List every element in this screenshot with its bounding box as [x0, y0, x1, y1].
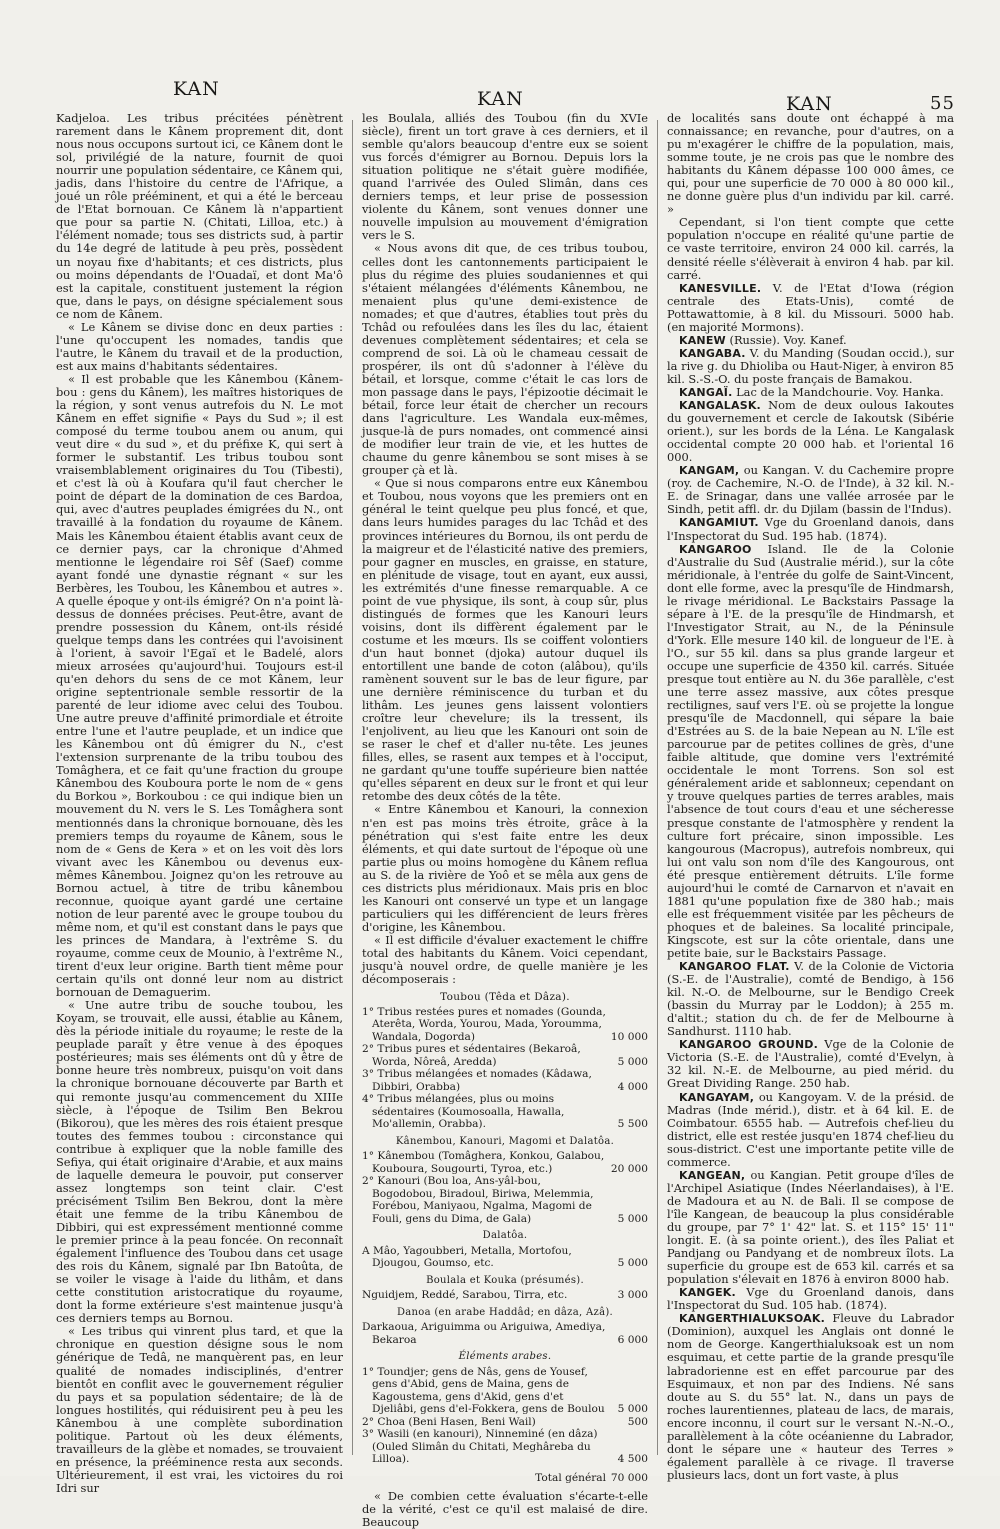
- table-row: [362, 1068, 648, 1093]
- header-left-word: KAN: [173, 78, 220, 100]
- entry-headword: KANGAROO FLAT.: [679, 960, 790, 974]
- paragraph: les Boulala, alliés des Toubou (fin du XVIe siècle), firent un tort grave à ces derniers, et il semble qu'alors beaucoup d'entre eux se soient vus forcés d'émigrer au Bornou. Depuis lors la situation politique ne s'était guère modifiée, quand l'arrivée des Ouled Slimân, dans ces derniers temps, et leur prise de possession violente du Kânem, sont venues donner une nouvelle impulsion au mouvement d'émigration vers le S.: [362, 111, 648, 243]
- row-label: Nguidjem, Reddé, Sarabou, Tirra, etc.: [362, 1289, 568, 1302]
- row-value: 5 500: [617, 1118, 648, 1131]
- entry-text: ou Kangoyam. V. de la présid. de Madras (Inde mérid.), distr. et à 64 kil. E. de Coimbatour. 6555 hab. — Autrefois chef-lieu du district, elle est restée jusqu'en 1874 chef-lieu du sous-district. C'est une importante petite ville de commerce.: [667, 1089, 955, 1169]
- table-section-title: Boulala et Kouka (présumés).: [426, 1274, 584, 1286]
- dictionary-entry: [667, 464, 954, 516]
- row-label: 2° Tribus pures et sédentaires (Bekaroâ, Worda, Nôreâ, Aredda): [362, 1043, 581, 1068]
- entry-headword: KANESVILLE.: [679, 281, 762, 295]
- entry-headword: KANGAROO GROUND.: [679, 1038, 818, 1052]
- table-row: [362, 1428, 648, 1466]
- column-divider-2: [657, 120, 658, 1455]
- row-label: 3° Wasili (en kanouri), Ninneminé (en dâza) (Ouled Slimân du Chitati, Meghâreba du Lilloa).: [362, 1428, 598, 1466]
- row-label: 1° Tribus restées pures et nomades (Gounda, Aterêta, Worda, Yourou, Mada, Yoroumma, Wandala, Dogorda): [362, 1005, 606, 1043]
- dictionary-entry: [667, 1312, 954, 1482]
- paragraph: « Les tribus qui vinrent plus tard, et que la chronique en question désigne sous le nom générique de Tedâ, ne manquèrent pas, en leur qualité de nomades indisciplinés, d'entrer bientôt en conflit avec le gouvernement régulier du pays et sa population sédentaire; de là de longues hostilités, qui réduisirent peu à peu les Kânembou à une complète subordination politique. Partout où les deux éléments, travailleurs de la glèbe et nomades, se trouvaient en présence, la prééminence resta aux seconds. Ultérieurement, il est vrai, les victoires du roi Idri sur: [56, 1324, 343, 1495]
- paragraph: de localités sans doute ont échappé à ma connaissance; en revanche, pour d'autres, on a pu m'exagérer le chiffre de la population, mais, somme toute, je ne crois pas que le nombre des habitants du Kânem dépasse 100 000 âmes, ce qui, pour une superficie de 70 000 à 80 000 kil., ne donne guère plus d'un individu par kil. carré. »: [667, 111, 954, 217]
- dictionary-entry: [667, 347, 954, 386]
- entry-headword: KANGAYAM,: [679, 1090, 755, 1104]
- entry-headword: KANGALASK.: [679, 399, 761, 413]
- entry-headword: KANGEK.: [679, 1286, 736, 1300]
- row-label: 2° Choa (Beni Hasen, Beni Wail): [362, 1415, 536, 1428]
- table-row: [362, 1150, 648, 1175]
- row-value: 3 000: [617, 1289, 648, 1302]
- dictionary-entry: [667, 1286, 954, 1312]
- table-row: [362, 1175, 648, 1225]
- row-label: Darkaoua, Ariguimma ou Ariguiwa, Amediya, Bekaroa: [362, 1321, 606, 1346]
- entry-text: (Russie). Voy. Kanef.: [729, 332, 847, 347]
- entry-headword: KANGERTHIALUKSOAK.: [679, 1312, 825, 1326]
- table-section-title: Kânembou, Kanouri, Magomi et Dalatôa.: [395, 1135, 615, 1147]
- entry-headword: KANGAÏ.: [679, 385, 733, 399]
- entry-headword: KANGABA.: [679, 346, 746, 360]
- dictionary-entry: [667, 516, 954, 542]
- table-row: [362, 1366, 648, 1416]
- dictionary-entry: [667, 543, 954, 961]
- entry-text: Fleuve du Labrador (Dominion), auxquel les Anglais ont donné le nom de George. Kangerthialuksoak est un nom esquimau, et cette partie de la grande presqu'île labradorienne est en effet parcourue par des Esquimaux, et non par des Indiens. Né sans doute au S. du 55° lat. N., dans un pays de roches laurentiennes, plateau de lacs, de marais, encore inconnu, il court sur le versant N.-N.-O., parallèlement à la côte océanienne du Labrador, dont le sépare une « hauteur des Terres » également parallèle à ce rivage. Il traverse plusieurs lacs, dont un fort vaste, à plus: [667, 1311, 954, 1482]
- table-row: [362, 1006, 648, 1044]
- dictionary-entry: [667, 282, 954, 334]
- entry-headword: KANGEAN,: [679, 1168, 746, 1182]
- table-section-title: Danoa (en arabe Haddâd; en dâza, Azâ).: [396, 1306, 614, 1318]
- table-section-title: Éléments arabes.: [458, 1351, 552, 1363]
- row-value: 6 000: [617, 1333, 648, 1346]
- paragraph: « Nous avons dit que, de ces tribus toubou, celles dont les cantonnements participaient le plus du régime des pluies soudaniennes et qui s'étaient mélangées d'éléments Kânembou, ne menaient plus qu'une demi-existence de nomades; et que d'autres, établies tout près du Tchâd ou refoulées dans les îles du lac, étaient devenues complètement sédentaires; et cela se comprend de soi. Là où le chameau cessait de prospérer, ils ont dû s'adonner à l'élève du bétail, et lorsque, comme c'était le cas lors de mon passage dans le pays, l'épizootie décimait le bétail, force leur était de chercher un recours dans l'agriculture. Les Wandala eux-mêmes, jusque-là de purs nomades, ont commencé ainsi de modifier leur train de vie, et les huttes de chaume du genre kânembou se sont mises à se grouper çà et là.: [362, 241, 648, 478]
- entry-headword: KANGAROO: [679, 542, 752, 556]
- row-label: 3° Tribus mélangées et nomades (Kâdawa, Dibbiri, Orabba): [362, 1068, 592, 1093]
- row-value: 4 500: [617, 1453, 648, 1466]
- column-divider-1: [352, 120, 353, 1455]
- total-label: Total général: [535, 1471, 606, 1484]
- entry-text: V. de l'Etat d'Iowa (région centrale des Etats-Unis), comté de Pottawattomie, à 8 kil. du Missouri. 5000 hab. (en majorité Mormons).: [667, 280, 954, 334]
- total-value: 70 000: [610, 1471, 648, 1484]
- column-2: [362, 112, 648, 1529]
- paragraph: « Il est difficile d'évaluer exactement le chiffre total des habitants du Kânem. Voici cependant, jusqu'à nouvel ordre, de quelle manière je les décomposerais :: [362, 932, 648, 987]
- entry-headword: KANGAM,: [679, 464, 740, 478]
- row-value: 5 000: [617, 1257, 648, 1270]
- row-value: 5 000: [617, 1212, 648, 1225]
- row-value: 10 000: [610, 1030, 648, 1043]
- entry-text: Island. Ile de la Colonie d'Australie du Sud (Australie mérid.), sur la côte méridionale, à l'entrée du golfe de Saint-Vincent, dont elle forme, avec la presqu'île de Hindmarsh, le rivage méridional. Le Backstairs Passage la sépare à l'E. de la presqu'île de Hindmarsh, et l'Investigator Strait, au N., de la Péninsule d'York. Elle mesure 140 kil. de longueur de l'E. à l'O., sur 55 kil. dans sa plus grande largeur et occupe une superficie de 4350 kil. carrés. Située presque tout entière au N. du 36e parallèle, c'est une terre assez massive, aux côtes presque rectilignes, sauf vers l'E. où se projette la longue presqu'île de Macdonnell, qui sépare la baie d'Estrées au S. de la baie Nepean au N. L'île est parcourue par de petites collines de grès, d'une faible altitude, que domine vers l'extrémité occidentale le mont Torrens. Son sol est généralement aride et sablonneux; cependant on y trouve quelques parties de terres arables, mais l'absence de tout cours d'eau et une sécheresse presque constante de l'atmosphère y rendent la culture fort précaire, sinon impossible. Les kangourous (Macropus), autrefois nombreux, qui lui ont valu son nom d'île des Kangourous, ont été presque entièrement détruits. L'île forme aujourd'hui le comté de Carnarvon et n'avait en 1881 qu'une population fixe de 380 hab.; mais elle est fréquemment visitée par les pêcheurs de phoques et de baleines. Sa localité principale, Kingscote, est sur la côte orientale, dans une petite baie, sur le Backstairs Passage.: [667, 541, 955, 960]
- row-value: 5 000: [617, 1055, 648, 1068]
- paragraph: « Il est probable que les Kânembou (Kânem-bou : gens du Kânem), les maîtres historiques de la région, y sont venus autrefois du N. Le mot Kânem en effet signifie « Pays du Sud »; il est composé du terme toubou anem ou anum, qui veut dire « du sud », et du préfixe K, qui sert à former le substantif. Les tribus toubou sont vraisemblablement originaires du Tou (Tibesti), et c'est là où à Koufara qu'il faut chercher le point de départ de la domination de ces Bardoa, qui, avec d'autres peuplades émigrées du N., ont travaillé à la fondation du royaume de Kânem. Mais les Kânembou étaient établis avant ceux de ce dernier pays, car la chronique d'Ahmed mentionne le légendaire roi Sêf (Saef) comme ayant fondé une dynastie régnant « sur les Berbères, les Toubou, les Kânembou et autres ». A quelle époque y ont-ils émigré? On n'a point là-dessus de données précises. Peut-être, avant de prendre possession du Kânem, ont-ils résidé quelque temps dans les contrées qui l'avoisinent à l'orient, à savoir l'Egaï et le Badelé, alors mieux arrosées qu'aujourd'hui. Toujours est-il qu'en dehors du sens de ce mot Kânem, leur origine septentrionale semble ressortir de la parenté de leur idiome avec celui des Toubou. Une autre preuve d'affinité primordiale et étroite entre l'une et l'autre peuplade, et un indice que les Kânembou ont dû émigrer du N., c'est l'extension surprenante de la tribu toubou des Tomâghera, et ce fait qu'une fraction du groupe Kânembou des Kouboura porte le nom de « gens du Borkou », Borkoubou : ce qui indique bien un mouvement du N. vers le S. Les Tomâghera sont mentionnés dans la chronique bornouane, dès les premiers temps du royaume de Kânem, sous le nom de « Gens de Kera » et on les voit dès lors vivant avec les Kânembou ou devenus eux-mêmes Kânembou. Joignez qu'on les retrouve au Bornou actuel, à titre de tribu kânembou reconnue, quoique ayant gardé une certaine notion de leur parenté avec le groupe toubou du même nom, et qu'il est constant dans le pays que les princes de Mandara, à l'extrême S. du royaume, comme ceux de Mounio, à l'extrême N., tirent d'eux leur origine. Barth tient même pour certain qu'ils ont donné leur nom au district bornouan de Demaguerim.: [56, 371, 343, 1000]
- entry-text: Vge du Groenland danois, dans l'Inspectorat du Sud. 105 hab. (1874).: [667, 1285, 954, 1313]
- row-label: 1° Toundjer; gens de Nâs, gens de Yousef, gens d'Abid, gens de Maina, gens de Kagoustema, gens d'Akid, gens d'et Djeliâbi, gens d'el-Fokkera, gens de Boulou: [362, 1365, 605, 1416]
- table-row: [362, 1416, 648, 1429]
- row-label: 2° Kanouri (Bou loa, Ans-yâl-bou, Bogodobou, Biradoul, Biriwa, Melemmia, Forébou, Maniyaou, Ngalma, Magomi de Fouli, gens du Dima, de Gala): [362, 1175, 594, 1225]
- paragraph: « Entre Kânembou et Kanouri, la connexion n'en est pas moins très étroite, grâce à la pénétration qui s'est faite entre les deux éléments, et qui date surtout de l'époque où une partie plus ou moins homogène du Kânem reflua au S. de la rivière de Yoô et se mêla aux gens de ces districts plus méridionaux. Mais pris en bloc les Kanouri ont conservé un type et un langage particuliers qui les différencient de leurs frères d'origine, les Kânembou.: [362, 802, 648, 934]
- entry-headword: KANGAMIUT.: [679, 516, 759, 530]
- row-value: 20 000: [610, 1162, 648, 1175]
- paragraph: Cependant, si l'on tient compte que cette population n'occupe en réalité qu'une partie de ce vaste territoire, environ 24 000 kil. carrés, la densité réelle s'élèverait à environ 4 hab. par kil. carré.: [667, 215, 954, 282]
- header-center-word: KAN: [477, 88, 524, 110]
- entry-text: V. du Manding (Soudan occid.), sur la rive g. du Dhioliba ou Haut-Niger, à environ 85 kil. S.-S.-O. du poste français de Bamakou.: [667, 345, 954, 386]
- entry-text: V. de la Colonie de Victoria (S.-E. de l'Australie), comté de Bendigo, à 156 kil. N.-O. de Melbourne, sur le Bendigo Creek (bassin du Murray par le Loddon); à 255 m. d'altit.; station du ch. de fer de Melbourne à Sandhurst. 1110 hab.: [667, 959, 954, 1039]
- column-3: [667, 112, 954, 1482]
- table-row: [362, 1245, 648, 1270]
- page-number: 55: [930, 93, 955, 114]
- dictionary-entry: [667, 960, 954, 1038]
- row-value: 500: [627, 1415, 648, 1428]
- row-value: 5 000: [617, 1403, 648, 1416]
- paragraph: Kadjeloa. Les tribus précitées pénètrent rarement dans le Kânem proprement dit, dont nous nous occupons surtout ici, ce Kânem dont le sol, privilégié de la nature, fournit de quoi nourrir une population sédentaire, ce Kânem qui, jadis, dans l'histoire du centre de l'Afrique, a joué un rôle prééminent, et qui a été le berceau de l'Etat bornouan. Ce Kânem là n'appartient que pour sa partie N. (Chitati, Lilloa, etc.) à l'élément nomade; tous ses districts sud, à partir du 14e degré de latitude à peu près, possèdent un noyau fixe d'habitants; et ces districts, plus ou moins dépendants de l'Ouadaï, et dont Ma'ô est la capitale, constituent justement la région que, dans le pays, on désigne spécialement sous ce nom de Kânem.: [56, 111, 344, 321]
- entry-text: Vge de la Colonie de Victoria (S.-E. de l'Australie), comté d'Evelyn, à 32 kil. N.-E. de Melbourne, au pied mérid. du Great Dividing Range. 250 hab.: [667, 1037, 954, 1091]
- table-row: [362, 1289, 648, 1302]
- entry-text: Vge du Groenland danois, dans l'Inspectorat du Sud. 195 hab. (1874).: [667, 515, 954, 543]
- column-1: [56, 112, 343, 1495]
- paragraph: « Une autre tribu de souche toubou, les Koyam, se trouvait, elle aussi, établie au Kânem, dès la période initiale du royaume; le reste de la peuplade paraît y être venue à des époques postérieures; mais ses éléments ont dû y être de bonne heure très nombreux, puisqu'on voit dans la chronique bornouane découverte par Barth et qui remonte jusqu'au commencement du XIIIe siècle, à l'époque de Tsilim Ben Bekrou (Bikorou), que les mères des rois étaient presque toutes des femmes toubou : circonstance qui contribue à expliquer que la noble famille des Sefiya, qui était originaire d'Arabie, et aux mains de laquelle demeura le pouvoir, put conserver assez longtemps son teint clair. C'est précisément Tsilim Ben Bekrou, dont la mère était une femme de la tribu Kânembou de Dibbiri, qui est expressément mentionné comme le premier prince à la peau foncée. On reconnaît également l'influence des Toubou dans cet usage des rois du Kânem, signalé par Ibn Batoûta, de se voiler le visage à l'aide du lithâm, et dans cette constitution aristocratique du royaume, dont la forme extérieure s'est maintenue jusqu'à ces derniers temps au Bornou.: [56, 998, 343, 1326]
- entry-text: ou Kangian. Petit groupe d'îles de l'Archipel Asiatique (Indes Néerlandaises), à l'E. de Madoura et au N. de Bali. Il se compose de l'île Kangean, de beaucoup la plus considérable du groupe, par 7° 1' 42" lat. S. et 115° 15' 11" longit. E. (à sa pointe orient.), des îles Paliat et Pandjang ou Pandyang et de nombreux îlots. La superficie du groupe est de 653 kil. carrés et sa population s'élevait en 1876 à environ 8000 hab.: [667, 1167, 954, 1287]
- dictionary-entry: [667, 1169, 954, 1286]
- dictionary-entry: [667, 1038, 954, 1090]
- paragraph: « De combien cette évaluation s'écarte-t-elle de la vérité, c'est ce qu'il est malaisé de dire. Beaucoup: [362, 1489, 648, 1529]
- table-row: [362, 1093, 648, 1131]
- table-section-title: Dalatôa.: [482, 1230, 528, 1242]
- dictionary-entry: [667, 1091, 954, 1169]
- entry-text: Lac de la Mandchourie. Voy. Hanka.: [736, 384, 944, 399]
- table-section-title: Toubou (Têda et Dâza).: [440, 991, 570, 1004]
- entry-text: Nom de deux oulous Iakoutes du gouvernement et cercle de Iakoutsk (Sibérie orient.), sur les bords de la Léna. Le Kangalask occidental compte 20 000 hab. et l'oriental 16 000.: [667, 398, 954, 465]
- header-right-word: KAN: [786, 93, 833, 115]
- table-row: [362, 1043, 648, 1068]
- entry-text: ou Kangan. V. du Cachemire propre (roy. de Cachemire, N.-O. de l'Inde), à 32 kil. N.-E. de Srinagar, dans une vallée arrosée par le Sindh, petit affl. dr. du Djilam (bassin de l'Indus).: [667, 463, 955, 517]
- table-row: [362, 1321, 648, 1346]
- table-total: [362, 1472, 648, 1485]
- dictionary-entry: [667, 399, 954, 464]
- paragraph: « Le Kânem se divise donc en deux parties : l'une qu'occupent les nomades, tandis que l'autre, le Kânem du travail et de la production, est aux mains d'habitants sédentaires.: [56, 319, 343, 373]
- row-label: A Mâo, Yagoubberi, Metalla, Mortofou, Djougou, Goumso, etc.: [362, 1244, 572, 1270]
- population-table: [362, 991, 648, 1484]
- entry-headword: KANEW: [679, 333, 726, 347]
- paragraph: « Que si nous comparons entre eux Kânembou et Toubou, nous voyons que les premiers ont en général le teint quelque peu plus foncé, et que, dans leurs humides parages du lac Tchâd et des provinces intérieures du Bornou, ils ont perdu de la maigreur et de l'élasticité native des premiers, pour gagner en muscles, en graisse, en stature, en plénitude de visage, tout en ayant, eux aussi, les extrémités d'une finesse remarquable. A ce point de vue physique, ils sont, à coup sûr, plus distingués de formes que les Kanouri leurs voisins, dont ils diffèrent également par le costume et les mœurs. Ils se coiffent volontiers d'un haut bonnet (djoka) autour duquel ils entortillent une bande de coton (alâbou), qu'ils ramènent souvent sur le bas de leur figure, par une dernière réminiscence du turban et du lithâm. Les jeunes gens laissent volontiers croître leur chevelure; ils la tressent, ils l'enjolivent, au lieu que les Kanouri ont soin de se raser le chef et d'aller nu-tête. Les jeunes filles, elles, se rasent aux tempes et à l'occiput, ne gardant qu'une touffe supérieure bien nattée qu'elles séparent en deux sur le front et qui leur retombe des deux côtés de la tête.: [362, 476, 648, 804]
- row-value: 4 000: [617, 1080, 648, 1093]
- row-label: 4° Tribus mélangées, plus ou moins sédentaires (Koumosoalla, Hawalla, Mo'allemin, Orabba).: [362, 1093, 565, 1131]
- row-label: 1° Kânembou (Tomâghera, Konkou, Galabou, Kouboura, Sougourti, Tyroa, etc.): [362, 1150, 605, 1175]
